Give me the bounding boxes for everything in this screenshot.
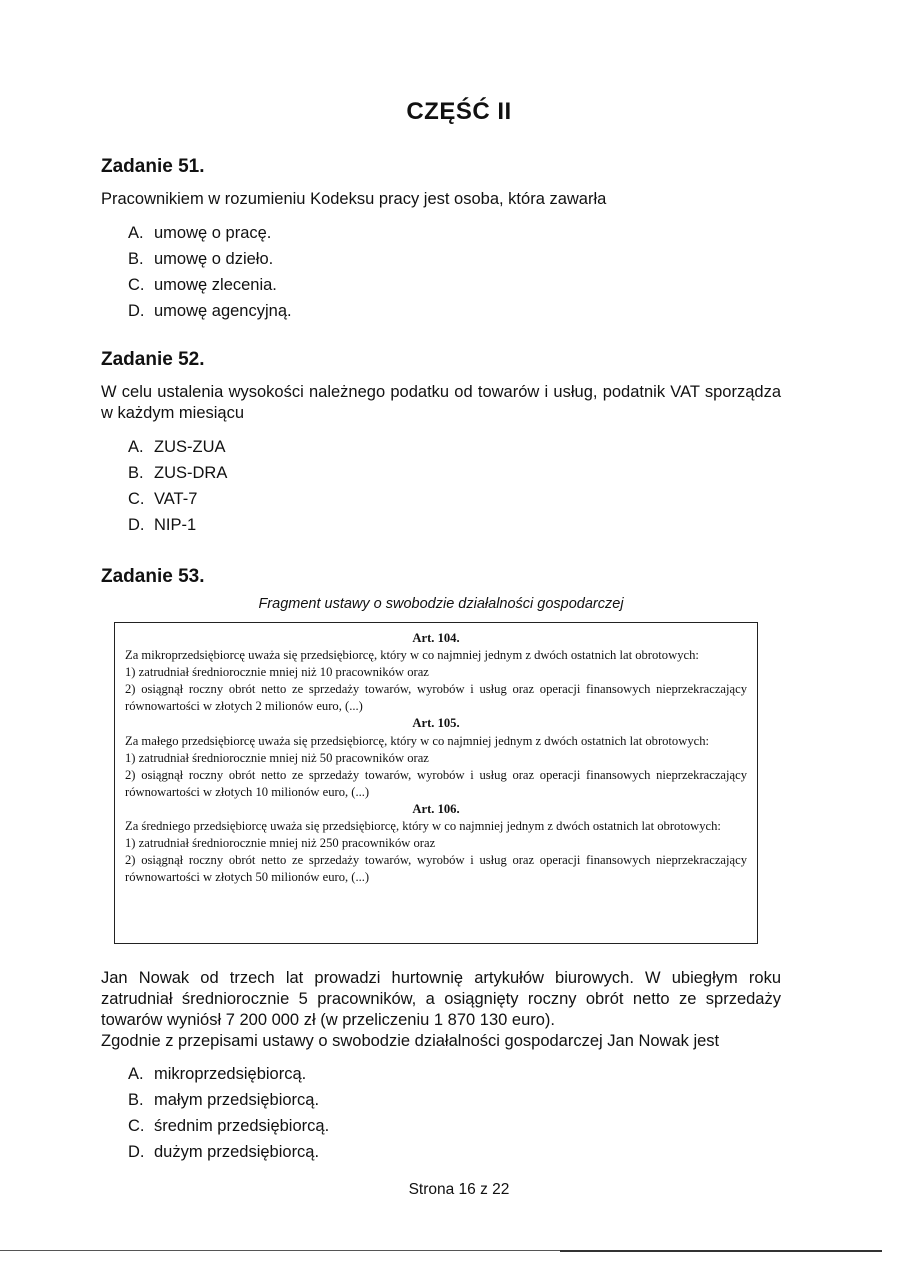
article-104-heading: Art. 104. — [412, 631, 460, 645]
article-104-point-2: 2) osiągnął roczny obrót netto ze sprzedaży towarów, wyrobów i usług oraz operacji finansowych nieprzekraczający równowartości w złotych 2 milionów euro, (...) — [125, 682, 747, 714]
task-52-option-c[interactable]: C. VAT-7 — [128, 490, 198, 508]
task-53-option-c[interactable]: C. średnim przedsiębiorcą. — [128, 1117, 330, 1135]
article-106-point-1: 1) zatrudniał średniorocznie mniej niż 250 pracowników oraz — [125, 836, 436, 851]
task-53-option-d[interactable]: D. dużym przedsiębiorcą. — [128, 1143, 320, 1161]
task-53-options — [128, 1061, 329, 1165]
article-106-heading: Art. 106. — [412, 801, 460, 816]
task-52-option-b[interactable]: B. ZUS-DRA — [128, 464, 228, 482]
task-52-option-d[interactable]: D. NIP-1 — [128, 516, 197, 534]
article-104-intro: Za mikroprzedsiębiorcę uważa się przedsiębiorcę, który w co najmniej jednym z dwóch ostatnich lat obrotowych: — [125, 648, 699, 663]
task-51-title: Zadanie 51. — [101, 156, 205, 177]
law-fragment-caption: Fragment ustawy o swobodzie działalności gospodarczej — [258, 596, 624, 612]
article-106-intro: Za średniego przedsiębiorcę uważa się przedsiębiorcę, który w co najmniej jednym z dwóch ostatnich lat obrotowych: — [125, 819, 721, 834]
law-fragment-box — [114, 622, 758, 944]
task-51-option-a[interactable]: A. umowę o pracę. — [128, 224, 272, 242]
task-53-option-a[interactable]: A. mikroprzedsiębiorcą. — [128, 1065, 307, 1083]
task-53-scenario: Jan Nowak od trzech lat prowadzi hurtownię artykułów biurowych. W ubiegłym roku zatrudniał średniorocznie 5 pracowników, a osiągnięty roczny obrót netto ze sprzedaży towarów wyniósł 7 200 000 zł (w przeliczeniu 1 870 130 euro). — [101, 969, 781, 1029]
task-51-option-b[interactable]: B. umowę o dzieło. — [128, 250, 274, 268]
scan-edge-line-thick — [560, 1250, 882, 1252]
page-number: Strona 16 z 22 — [408, 1181, 510, 1198]
task-52-title: Zadanie 52. — [101, 349, 205, 370]
article-105-point-1: 1) zatrudniał średniorocznie mniej niż 50 pracowników oraz — [125, 750, 429, 765]
task-51-options — [128, 220, 292, 324]
task-53-option-b[interactable]: B. małym przedsiębiorcą. — [128, 1091, 320, 1109]
article-105-point-2: 2) osiągnął roczny obrót netto ze sprzedaży towarów, wyrobów i usług oraz operacji finansowych nieprzekraczający równowartości w złotych 10 milionów euro, (...) — [125, 767, 747, 799]
task-51-option-d[interactable]: D. umowę agencyjną. — [128, 302, 292, 320]
task-53-question: Zgodnie z przepisami ustawy o swobodzie działalności gospodarczej Jan Nowak jest — [101, 1032, 720, 1050]
task-51-question: Pracownikiem w rozumieniu Kodeksu pracy jest osoba, która zawarła — [101, 190, 607, 208]
task-53-title: Zadanie 53. — [101, 566, 205, 587]
part-title: CZĘŚĆ II — [406, 98, 512, 125]
article-105-heading: Art. 105. — [412, 716, 460, 731]
task-51-option-c[interactable]: C. umowę zlecenia. — [128, 276, 277, 294]
task-52-question: W celu ustalenia wysokości należnego podatku od towarów i usług, podatnik VAT sporządza w każdym miesiącu — [101, 383, 781, 422]
article-104-point-1: 1) zatrudniał średniorocznie mniej niż 10 pracowników oraz — [125, 665, 429, 680]
task-52-options — [128, 434, 227, 538]
article-105-intro: Za małego przedsiębiorcę uważa się przedsiębiorcę, który w co najmniej jednym z dwóch ostatnich lat obrotowych: — [125, 733, 710, 748]
task-52-option-a[interactable]: A. ZUS-ZUA — [128, 438, 226, 456]
article-106-point-2: 2) osiągnął roczny obrót netto ze sprzedaży towarów, wyrobów i usług oraz operacji finansowych nieprzekraczający równowartości w złotych 50 milionów euro, (...) — [125, 853, 747, 885]
